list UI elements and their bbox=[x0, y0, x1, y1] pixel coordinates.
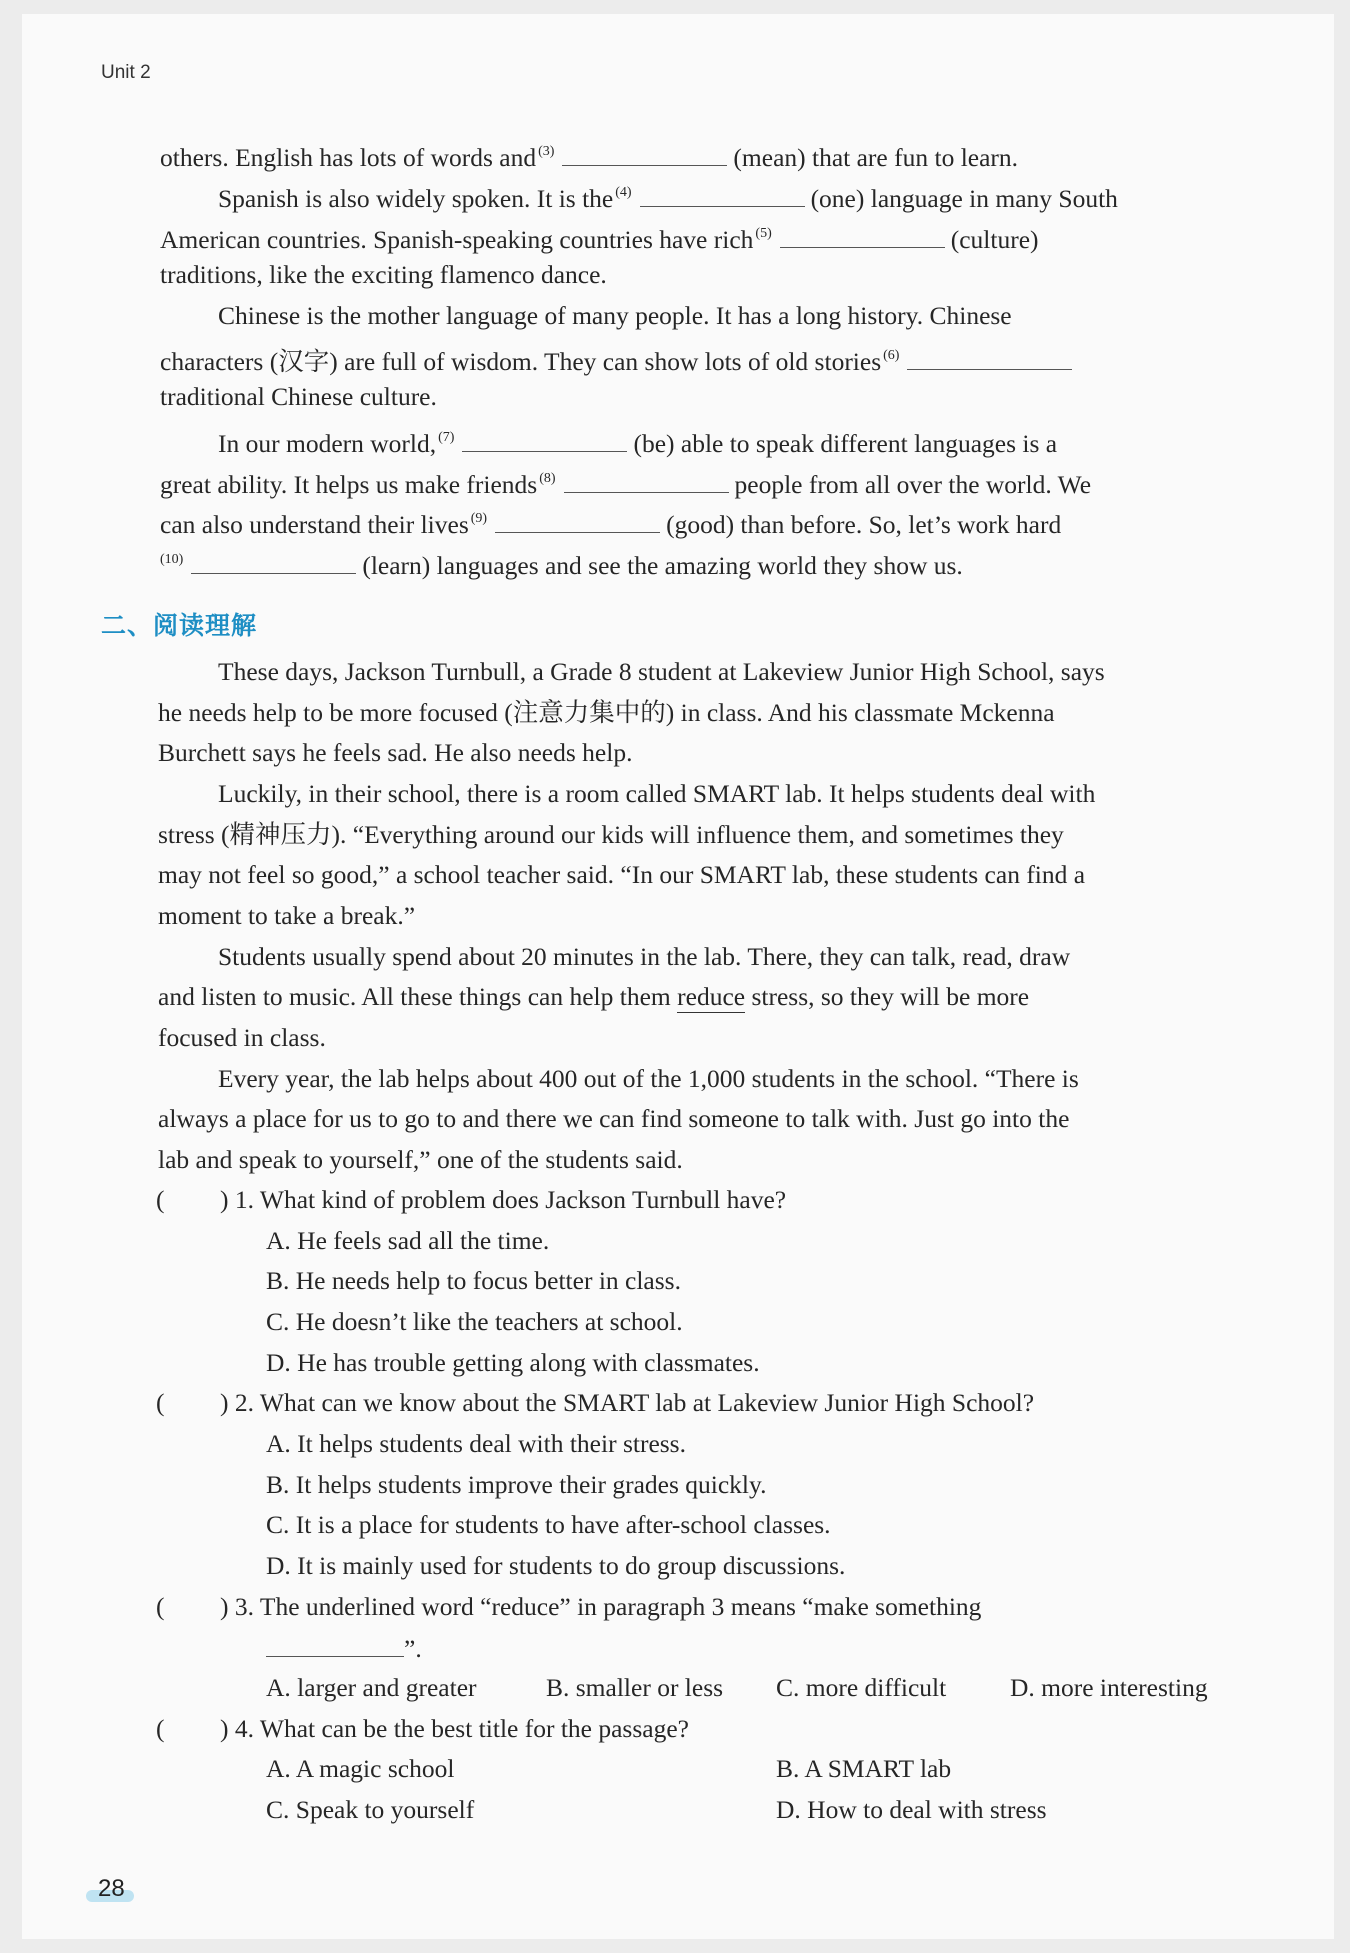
blank-number: (10) bbox=[160, 552, 184, 567]
option-4a[interactable]: A. A magic school bbox=[266, 1754, 455, 1783]
cloze-line: Chinese is the mother language of many people. It has a long history. Chinese bbox=[218, 301, 1012, 330]
answer-paren-3[interactable]: ( bbox=[156, 1592, 165, 1621]
option-1b[interactable]: B. He needs help to focus better in class. bbox=[266, 1266, 681, 1295]
passage-line: and listen to music. All these things can help them reduce stress, so they will be more bbox=[158, 982, 1030, 1011]
blank-10[interactable] bbox=[191, 549, 356, 574]
blank-number: (4) bbox=[615, 185, 632, 200]
option-3a[interactable]: A. larger and greater bbox=[266, 1673, 477, 1702]
question-1: ) 1. What kind of problem does Jackson Turnbull have? bbox=[220, 1185, 787, 1214]
cloze-line: great ability. It helps us make friends $^{(8)}$ people from all over the world. We bbox=[160, 470, 1092, 499]
blank-6[interactable] bbox=[907, 345, 1072, 370]
blank-8[interactable] bbox=[564, 468, 729, 493]
answer-paren-1[interactable]: ( bbox=[156, 1185, 165, 1214]
cloze-line: can also understand their lives $^{(9)}$ (good) than before. So, let’s work hard bbox=[160, 510, 1062, 539]
cloze-line: characters (汉字) are full of wisdom. They can show lots of old stories $^{(6)}$ bbox=[160, 340, 1078, 378]
passage-line: focused in class. bbox=[158, 1023, 326, 1052]
question-4: ) 4. What can be the best title for the passage? bbox=[220, 1714, 689, 1743]
option-4b[interactable]: B. A SMART lab bbox=[776, 1754, 952, 1783]
blank-3[interactable] bbox=[562, 141, 727, 166]
passage-line: Burchett says he feels sad. He also needs help. bbox=[158, 738, 633, 767]
cloze-line: traditional Chinese culture. bbox=[160, 382, 437, 411]
passage-line: These days, Jackson Turnbull, a Grade 8 student at Lakeview Junior High School, says bbox=[218, 657, 1105, 686]
cloze-line: $^{(10)}$ (learn) languages and see the amazing world they show us. bbox=[160, 551, 963, 580]
option-3c[interactable]: C. more difficult bbox=[776, 1673, 947, 1702]
cloze-line: others. English has lots of words and $^{(3)}$ (mean) that are fun to learn. bbox=[160, 143, 1019, 172]
option-4c[interactable]: C. Speak to yourself bbox=[266, 1795, 475, 1824]
option-2a[interactable]: A. It helps students deal with their stress. bbox=[266, 1429, 686, 1458]
blank-9[interactable] bbox=[495, 508, 660, 533]
passage-line: stress (精神压力). “Everything around our kids will influence them, and sometimes they bbox=[158, 820, 1064, 849]
question-2: ) 2. What can we know about the SMART lab at Lakeview Junior High School? bbox=[220, 1388, 1035, 1417]
underlined-word: reduce bbox=[677, 982, 746, 1011]
unit-header: Unit 2 bbox=[101, 62, 151, 83]
blank-4[interactable] bbox=[640, 182, 805, 207]
option-1c[interactable]: C. He doesn’t like the teachers at school. bbox=[266, 1307, 683, 1336]
cloze-line: American countries. Spanish-speaking countries have rich $^{(5)}$ (culture) bbox=[160, 225, 1039, 254]
question-3: ) 3. The underlined word “reduce” in paragraph 3 means “make something bbox=[220, 1592, 982, 1621]
blank-q3[interactable] bbox=[266, 1632, 404, 1657]
answer-paren-4[interactable]: ( bbox=[156, 1714, 165, 1743]
option-1d[interactable]: D. He has trouble getting along with classmates. bbox=[266, 1348, 760, 1377]
option-2d[interactable]: D. It is mainly used for students to do group discussions. bbox=[266, 1551, 846, 1580]
cloze-line: Spanish is also widely spoken. It is the $^{(4)}$ (one) language in many South bbox=[218, 184, 1118, 213]
blank-number: (9) bbox=[470, 511, 488, 526]
blank-7[interactable] bbox=[462, 427, 627, 452]
option-2b[interactable]: B. It helps students improve their grades quickly. bbox=[266, 1470, 767, 1499]
option-3d[interactable]: D. more interesting bbox=[1010, 1673, 1208, 1702]
passage-line: he needs help to be more focused (注意力集中的) in class. And his classmate Mckenna bbox=[158, 698, 1055, 727]
blank-number: (3) bbox=[538, 144, 555, 159]
passage-line: lab and speak to yourself,” one of the students said. bbox=[158, 1145, 683, 1174]
page-number: 28 bbox=[98, 1875, 125, 1902]
passage-line: may not feel so good,” a school teacher said. “In our SMART lab, these students can find a bbox=[158, 860, 1086, 889]
section-title: 二、阅读理解 bbox=[101, 611, 258, 640]
passage-line: Every year, the lab helps about 400 out of the 1,000 students in the school. “There is bbox=[218, 1064, 1079, 1093]
question-3-blank-line: ”. bbox=[266, 1632, 422, 1664]
option-4d[interactable]: D. How to deal with stress bbox=[776, 1795, 1047, 1824]
blank-number: (5) bbox=[755, 226, 772, 241]
passage-line: moment to take a break.” bbox=[158, 901, 416, 930]
blank-number: (6) bbox=[883, 348, 900, 363]
option-3b[interactable]: B. smaller or less bbox=[546, 1673, 724, 1702]
answer-paren-2[interactable]: ( bbox=[156, 1388, 165, 1417]
blank-number: (7) bbox=[438, 430, 455, 445]
passage-line: Students usually spend about 20 minutes in the lab. There, they can talk, read, draw bbox=[218, 942, 1071, 971]
blank-5[interactable] bbox=[780, 223, 945, 248]
passage-line: always a place for us to go to and there we can find someone to talk with. Just go into the bbox=[158, 1104, 1070, 1133]
passage-line: Luckily, in their school, there is a room called SMART lab. It helps students deal with bbox=[218, 779, 1096, 808]
blank-number: (8) bbox=[539, 471, 556, 486]
cloze-line: traditions, like the exciting flamenco dance. bbox=[160, 260, 607, 289]
option-2c[interactable]: C. It is a place for students to have after-school classes. bbox=[266, 1510, 831, 1539]
cloze-line: In our modern world, $^{(7)}$ (be) able to speak different languages is a bbox=[218, 429, 1058, 458]
option-1a[interactable]: A. He feels sad all the time. bbox=[266, 1226, 550, 1255]
